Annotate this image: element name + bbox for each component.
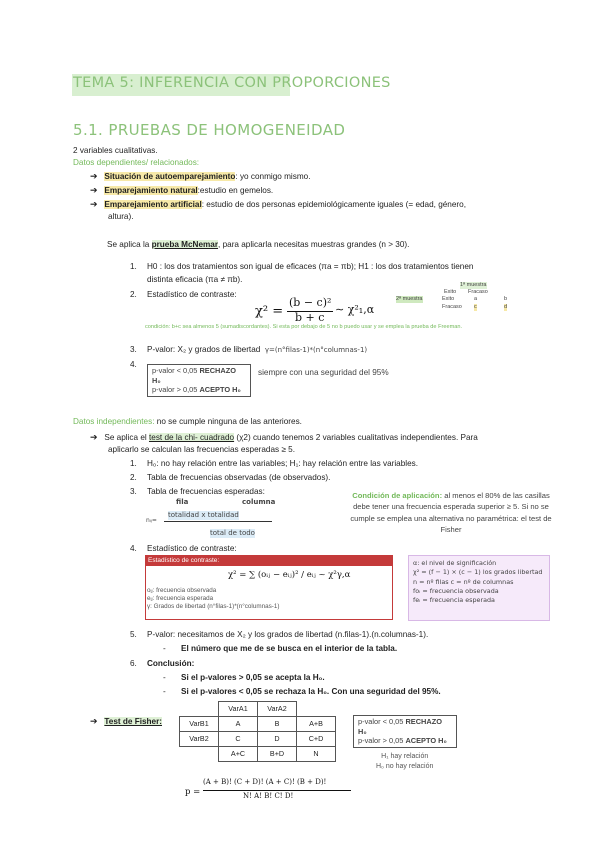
step-number: 2. [130,290,137,299]
bullet-artificial-cont: altura). [108,212,134,221]
chi-square-line-cont: aplicarlo se calculan las frecuencias esperadas ≥ 5. [108,445,295,454]
indep-step1: H₀: no hay relación entre las variables; H₁: hay relación entre las variables. [147,459,419,468]
chi-square-line: ➔ Se aplica el test de la chi- cuadrado (χ2) cuando tenemos 2 variables cualitativas independientes. Para [90,432,478,442]
arrow-icon: ➔ [90,185,98,195]
dash: - [163,644,166,653]
step4-text: siempre con una seguridad del 95% [258,368,389,377]
step-number: 5. [130,630,137,639]
application-condition: Condición de aplicación: al menos el 80% de las casillas debe tener una frecuencia esperada superior ≥ 5. Si no se cumple se emplea una alternativa no paramétrica: el test de Fisher [350,491,552,535]
chi-square-legend: oᵢⱼ: frecuencia observada eᵢⱼ: frecuencia esperada γ: Grados de libertad (n°filas-1)*(n°columnas-1) [147,587,280,610]
dash: - [163,673,166,682]
arrow-icon: ➔ [90,199,98,209]
fisher-formula: p = (A + B)! (C + D)! (A + C)! (B + D)! N! A! B! C! D! [185,778,355,806]
step3-text: P-valor: X₂ y grados de libertad γ=(n°filas-1)*(n°columnas-1) [147,345,368,354]
dependent-heading: Datos dependientes/ relacionados: [73,158,200,167]
arrow-icon: ➔ [90,171,98,181]
bullet-autoemparejamiento: ➔ Situación de autoemparejamiento: yo conmigo mismo. [90,171,311,181]
indep-step5-sub: El número que me de se busca en el interior de la tabla. [181,644,398,653]
conclusion-reject: Si el p-valores < 0,05 se rechaza la H₀. Con una seguridad del 95%. [181,687,441,696]
dash: - [163,687,166,696]
indep-step6: Conclusión: [147,659,195,668]
fisher-pvalue-accept: p-valor > 0,05 ACEPTO H₀ [358,736,447,746]
fisher-pvalue-box [353,715,457,748]
step1-text-cont: distinta eficacia (πa ≠ πb). [147,275,243,284]
intro-text: 2 variables cualitativas. [73,146,158,155]
chi-square-box-header: Estadístico de contraste: [145,555,392,566]
step-number: 4. [130,544,137,553]
arrow-icon: ➔ [90,716,98,726]
step-number: 4. [130,360,137,369]
page-title: TEMA 5: INFERENCIA CON PROPORCIONES [73,75,391,91]
arrow-icon: ➔ [90,432,98,442]
conclusion-accept: Si el p-valores > 0,05 se acepta la H₀. [181,673,325,682]
step2-text: Estadístico de contraste: [147,290,237,299]
step-number: 6. [130,659,137,668]
step-number: 1. [130,262,137,271]
pvalue-accept: p-valor > 0,05 ACEPTO H₀ [152,385,241,395]
fraction-bar [203,790,351,791]
step-number: 2. [130,473,137,482]
step-number: 3. [130,345,137,354]
fisher-hypotheses: H₁ hay relación H₀ no hay relación [376,753,434,771]
chi-square-formula: χ² = ∑ (oᵢⱼ − eᵢⱼ)² / eᵢⱼ ~ χ²γ,α [228,570,351,580]
condition-note: condición: b+c sea almenos 5 (sumadiscordantes). Si esta por debajo de 5 no b puedo usar y se emplea la prueba de Freeman. [145,324,463,330]
bullet-natural: ➔ Emparejamiento natural:estudio en gemelos. [90,185,274,195]
step1-text: H0 : los dos tratamientos son igual de eficaces (πa = πb); H1 : los dos tratamientos tienen [147,262,474,271]
indep-step2: Tabla de frecuencias observadas (de observados). [147,473,331,482]
indep-step3: Tabla de frecuencias esperadas: [147,487,265,496]
expected-freq-formula: fila columna nᵢⱼ= totalidad x totalidad total de todo [146,498,276,537]
mcnemar-mini-table: 1ª muestra Exito Fracaso 2ª muestra Exito Fracaso a b c d [396,282,508,310]
fraction-bar [164,521,272,522]
fisher-table: VarA1 VarA2 VarB1 A B A+B VarB2 C D C+D A+C B+D N [179,701,336,762]
significance-note-text: α: el nivel de significación χ² = (f − 1) × (c − 1) los grados libertad n = nº filas c = nº de columnas foᵢ = frecuencia observada feᵢ = frecuencia esperada [413,559,543,605]
indep-step5: P-valor: necesitamos de X₂ y los grados de libertad (n.filas-1).(n.columnas-1). [147,630,429,639]
indep-step4: Estadístico de contraste: [147,544,237,553]
fisher-label: ➔ Test de Fisher: [90,716,163,726]
section-title: 5.1. PRUEBAS DE HOMOGENEIDAD [73,121,346,139]
pvalue-box [147,364,251,397]
step-number: 3. [130,487,137,496]
fisher-pvalue-reject: p-valor < 0,05 RECHAZO H₀ [358,717,442,736]
mcnemar-line: Se aplica la prueba McNemar, para aplicarla necesitas muestras grandes (n > 30). [107,240,410,249]
pvalue-reject: p-valor < 0,05 RECHAZO H₀ [152,366,236,385]
step-number: 1. [130,459,137,468]
independent-heading: Datos independientes: no se cumple ninguna de las anteriores. [73,417,302,426]
mcnemar-formula: χ² = (b − c)² b + c ∼ χ²₁,α [255,296,375,324]
bullet-artificial: ➔ Emparejamiento artificial: estudio de dos personas epidemiológicamente iguales (= edad, género, [90,199,466,209]
